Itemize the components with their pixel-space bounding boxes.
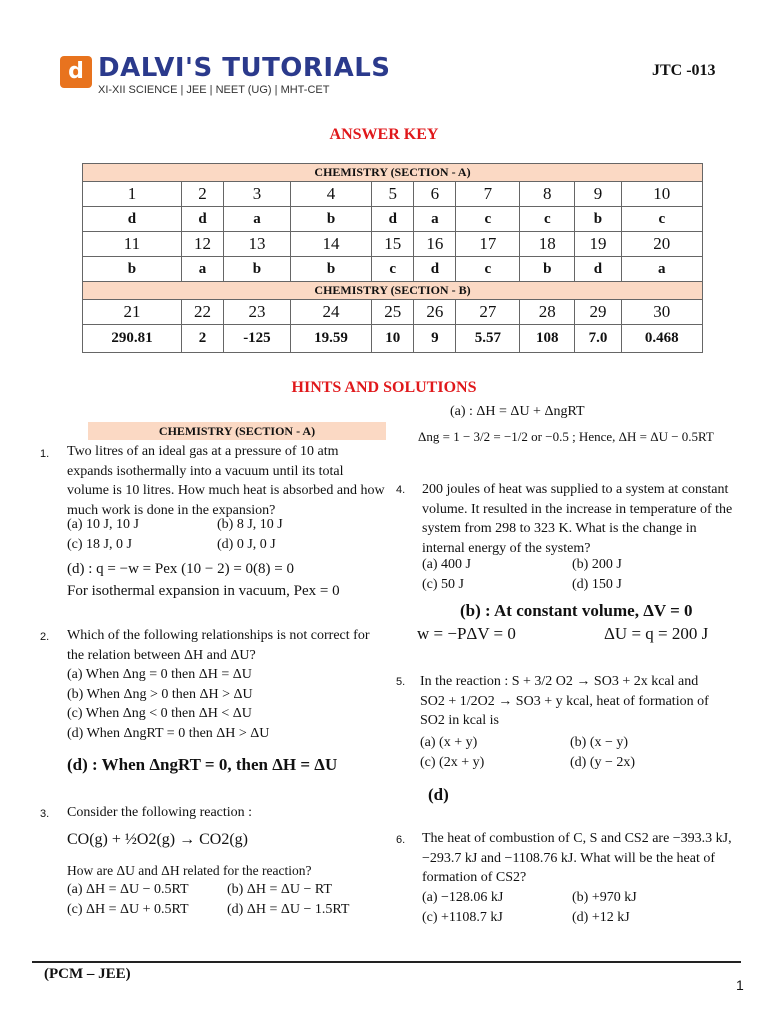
option: (d) When ΔngRT = 0 then ΔH > ΔU [67, 725, 270, 741]
table-cell: 14 [290, 232, 371, 257]
option: (c) (2x + y) [420, 754, 485, 770]
brand-tagline: XI-XII SCIENCE | JEE | NEET (UG) | MHT-CET [98, 84, 330, 96]
table-row [83, 207, 703, 232]
table-cell: 290.81 [83, 325, 182, 353]
question-number: 4. [396, 484, 406, 496]
table-row [83, 325, 703, 353]
question-number: 6. [396, 834, 406, 846]
option: (d) ΔH = ΔU − 1.5RT [227, 901, 350, 917]
table-cell: a [621, 257, 702, 282]
footer-label: (PCM – JEE) [44, 966, 131, 982]
table-cell: d [83, 207, 182, 232]
option: (d) +12 kJ [572, 909, 630, 925]
solution-line: (d) : q = −w = Pex (10 − 2) = 0(8) = 0 [67, 561, 294, 577]
solution-line: w = −PΔV = 0 [417, 624, 516, 643]
table-cell: 19 [575, 232, 621, 257]
page-number: 1 [736, 977, 744, 993]
table-cell: d [575, 257, 621, 282]
question-text: 200 joules of heat was supplied to a system at constant volume. It resulted in the increase in temperature of the system from 298 to 323 K. What is the change in internal energy of the system? [422, 482, 733, 556]
question-number: 5. [396, 676, 406, 688]
table-cell: 19.59 [290, 325, 371, 353]
reaction-equation: CO(g) + ½O2(g) → CO2(g) [67, 831, 248, 848]
table-cell: 16 [414, 232, 456, 257]
table-cell: c [372, 257, 414, 282]
table-cell: 7 [456, 182, 520, 207]
table-row [83, 257, 703, 282]
question-number: 3. [40, 808, 50, 820]
options [67, 880, 387, 919]
table-cell: a [224, 207, 291, 232]
brand-name: DALVI'S TUTORIALS [98, 53, 391, 83]
footer-divider [32, 961, 741, 963]
table-cell: 27 [456, 300, 520, 325]
options [67, 665, 269, 743]
option: (a) When Δng = 0 then ΔH = ΔU [67, 667, 252, 682]
option: (a) 400 J [422, 557, 471, 572]
table-cell: 22 [181, 300, 223, 325]
table-cell: 9 [575, 182, 621, 207]
table-cell: b [83, 257, 182, 282]
option: (c) When Δng < 0 then ΔH < ΔU [67, 706, 252, 721]
section-a-header: CHEMISTRY (SECTION - A) [83, 164, 703, 182]
option: (c) 18 J, 0 J [67, 536, 132, 552]
table-cell: 25 [372, 300, 414, 325]
table-cell: 13 [224, 232, 291, 257]
option: (b) ΔH = ΔU − RT [227, 882, 332, 897]
table-cell: c [456, 257, 520, 282]
paper-code: JTC -013 [652, 62, 716, 79]
table-cell: 1 [83, 182, 182, 207]
table-cell: c [456, 207, 520, 232]
table-cell: 108 [520, 325, 575, 353]
hints-section-header: CHEMISTRY (SECTION - A) [88, 422, 386, 440]
table-cell: a [181, 257, 223, 282]
question-text: In the reaction : S + 3/2 O2 → SO3 + 2x kcal and SO2 + 1/2O2 → SO3 + y kcal, heat of formation of SO2 in kcal is [420, 674, 709, 728]
table-cell: 15 [372, 232, 414, 257]
option: (d) 0 J, 0 J [217, 536, 276, 552]
question-number: 2. [40, 631, 50, 643]
question-text: Consider the following reaction : [67, 805, 253, 820]
options [422, 555, 722, 594]
hints-title: HINTS AND SOLUTIONS [291, 379, 477, 396]
answer-key-table [82, 163, 703, 353]
table-cell: b [290, 257, 371, 282]
options [67, 515, 367, 554]
solution-line: (b) : At constant volume, ΔV = 0 [460, 601, 693, 620]
table-cell: 11 [83, 232, 182, 257]
option: (a) ΔH = ΔU − 0.5RT [67, 882, 189, 897]
answer-key-title: ANSWER KEY [329, 126, 439, 143]
table-cell: 29 [575, 300, 621, 325]
table-cell: 6 [414, 182, 456, 207]
table-cell: 10 [372, 325, 414, 353]
table-cell: 30 [621, 300, 702, 325]
option: (b) (x − y) [570, 735, 629, 750]
table-cell: b [224, 257, 291, 282]
options [420, 733, 720, 772]
question-subtext: How are ΔU and ΔH related for the reaction? [67, 863, 312, 878]
solution-line: Δng = 1 − 3/2 = −1/2 or −0.5 ; Hence, ΔH = ΔU − 0.5RT [418, 429, 714, 444]
solution-line: For isothermal expansion in vacuum, Pex = 0 [67, 583, 340, 599]
table-cell: 21 [83, 300, 182, 325]
table-cell: 5 [372, 182, 414, 207]
option: (c) 50 J [422, 576, 464, 592]
options [422, 888, 722, 927]
option: (d) (y − 2x) [570, 754, 636, 770]
table-cell: 5.57 [456, 325, 520, 353]
table-cell: c [621, 207, 702, 232]
table-cell: d [181, 207, 223, 232]
table-cell: 20 [621, 232, 702, 257]
option: (a) (x + y) [420, 735, 478, 750]
table-cell: b [290, 207, 371, 232]
table-row [83, 182, 703, 207]
table-cell: 26 [414, 300, 456, 325]
table-cell: 23 [224, 300, 291, 325]
option: (d) 150 J [572, 576, 622, 592]
table-cell: 9 [414, 325, 456, 353]
table-cell: c [520, 207, 575, 232]
option: (b) +970 kJ [572, 890, 637, 905]
table-cell: 12 [181, 232, 223, 257]
question-text: The heat of combustion of C, S and CS2 are −393.3 kJ, −293.7 kJ and −1108.76 kJ. What will be the heat of formation of CS2? [422, 831, 732, 885]
option: (b) When Δng > 0 then ΔH > ΔU [67, 686, 253, 702]
table-cell: 17 [456, 232, 520, 257]
table-cell: 8 [520, 182, 575, 207]
option: (a) −128.06 kJ [422, 890, 504, 905]
table-cell: d [372, 207, 414, 232]
option: (b) 8 J, 10 J [217, 517, 283, 532]
table-cell: -125 [224, 325, 291, 353]
table-cell: 4 [290, 182, 371, 207]
table-cell: 3 [224, 182, 291, 207]
table-cell: 7.0 [575, 325, 621, 353]
table-row [83, 232, 703, 257]
option: (c) ΔH = ΔU + 0.5RT [67, 901, 189, 917]
table-cell: 28 [520, 300, 575, 325]
solution-line: ΔU = q = 200 J [604, 624, 709, 643]
table-cell: a [414, 207, 456, 232]
solution-line: (a) : ΔH = ΔU + ΔngRT [450, 404, 585, 419]
question-text: Which of the following relationships is not correct for the relation between ΔH and ΔU? [67, 628, 370, 663]
question-number: 1. [40, 448, 50, 460]
table-cell: b [575, 207, 621, 232]
table-cell: 0.468 [621, 325, 702, 353]
table-cell: 24 [290, 300, 371, 325]
option: (a) 10 J, 10 J [67, 517, 139, 532]
solution-line: (d) [428, 785, 449, 804]
table-cell: 10 [621, 182, 702, 207]
table-row [83, 300, 703, 325]
table-cell: 18 [520, 232, 575, 257]
table-cell: b [520, 257, 575, 282]
logo-mark: d [60, 56, 92, 88]
solution-line: (d) : When ΔngRT = 0, then ΔH = ΔU [67, 755, 338, 774]
table-cell: 2 [181, 182, 223, 207]
section-b-header: CHEMISTRY (SECTION - B) [83, 282, 703, 300]
table-cell: 2 [181, 325, 223, 353]
option: (b) 200 J [572, 557, 622, 572]
option: (c) +1108.7 kJ [422, 909, 503, 925]
table-cell: d [414, 257, 456, 282]
question-text: Two litres of an ideal gas at a pressure of 10 atm expands isothermally into a vacuum until its total volume is 10 litres. How much heat is absorbed and how much work is done in the expansion? [67, 444, 385, 518]
